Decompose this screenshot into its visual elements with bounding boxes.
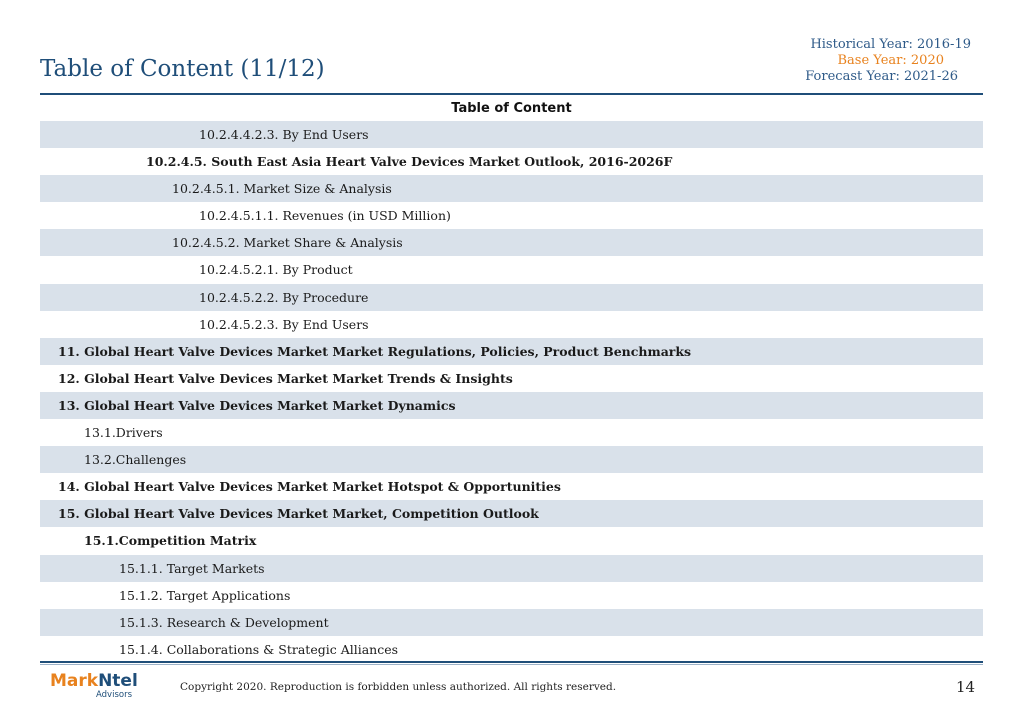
toc-row: 15.1.3. Research & Development [40, 609, 983, 636]
logo-subtitle: Advisors [96, 690, 133, 700]
report-years [805, 37, 971, 85]
forecast-year: Forecast Year: 2021-26 [805, 69, 958, 84]
footer-divider-thin [40, 664, 983, 665]
toc-row: 10.2.4.5.2.3. By End Users [199, 316, 369, 332]
toc-row: 15.1.Competition Matrix [84, 533, 257, 549]
logo-wordmark [50, 672, 140, 690]
marknt-logo [50, 672, 140, 702]
logo-ntel-text: Ntel [98, 671, 138, 691]
toc-row: 15.1.4. Collaborations & Strategic Alliances [119, 641, 399, 657]
toc-row: 10.2.4.5.2.1. By Product [199, 262, 353, 278]
toc-row: 13. Global Heart Valve Devices Market Market Dynamics [40, 392, 983, 419]
footer-divider [40, 661, 983, 663]
toc-row: 10.2.4.5. South East Asia Heart Valve Devices Market Outlook, 2016-2026F [146, 154, 673, 170]
table-of-content [40, 96, 983, 663]
toc-row: 10.2.4.5.1.1. Revenues (in USD Million) [199, 208, 451, 224]
toc-row: 11. Global Heart Valve Devices Market Market Regulations, Policies, Product Benchmarks [40, 338, 983, 365]
page-title: Table of Content (11/12) [40, 56, 325, 82]
toc-row: 12. Global Heart Valve Devices Market Market Trends & Insights [58, 370, 513, 386]
toc-row: 13.1.Drivers [84, 425, 163, 441]
toc-row: 14. Global Heart Valve Devices Market Market Hotspot & Opportunities [58, 479, 561, 495]
historical-year: Historical Year: 2016-19 [810, 37, 971, 52]
toc-row: 15. Global Heart Valve Devices Market Market, Competition Outlook [40, 500, 983, 527]
base-year: Base Year: 2020 [837, 53, 944, 68]
title-divider [40, 93, 983, 95]
toc-row: 10.2.4.5.2. Market Share & Analysis [40, 229, 983, 256]
logo-mark-text: Mark [50, 671, 99, 691]
toc-row: 15.1.1. Target Markets [40, 555, 983, 582]
toc-row: 10.2.4.5.2.2. By Procedure [40, 284, 983, 311]
toc-heading: Table of Content [451, 101, 572, 116]
toc-row: 15.1.2. Target Applications [119, 587, 291, 603]
toc-row: 10.2.4.5.1. Market Size & Analysis [40, 175, 983, 202]
copyright-notice: Copyright 2020. Reproduction is forbidden unless authorized. All rights reserved. [180, 681, 617, 693]
page-number: 14 [956, 678, 976, 696]
toc-row: 13.2.Challenges [40, 446, 983, 473]
toc-row: 10.2.4.4.2.3. By End Users [40, 121, 983, 148]
